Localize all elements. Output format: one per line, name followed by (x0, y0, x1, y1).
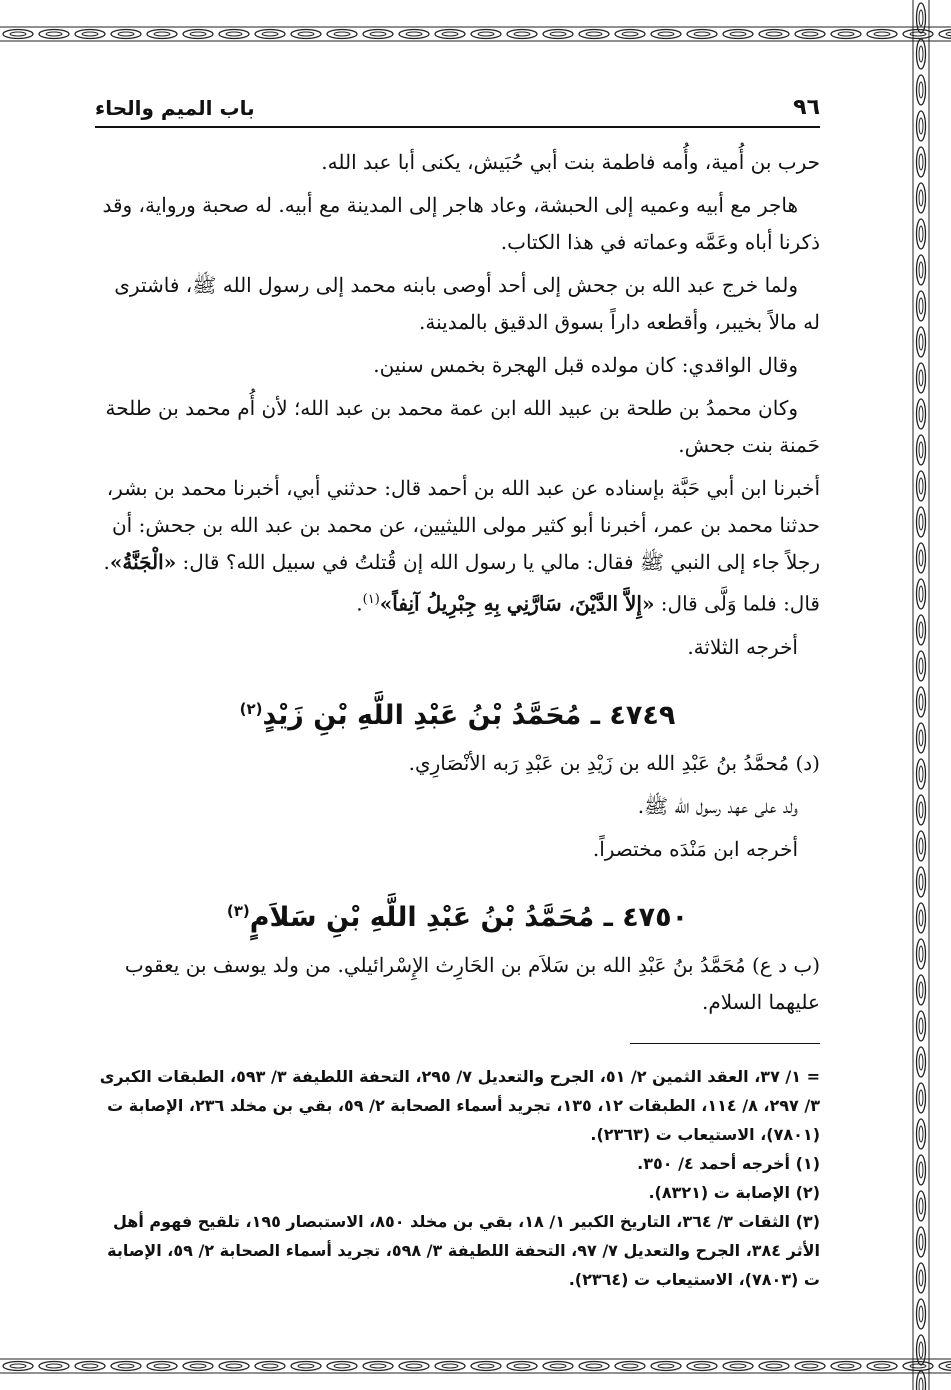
footnote-ref-1: (١) (362, 592, 380, 607)
running-header (95, 90, 820, 128)
footnote-continued: = ١/ ٣٧، العقد الثمين ٢/ ٥١، الجرح والتعديل ٧/ ٢٩٥، التحفة اللطيفة ٣/ ٥٩٣، الطبقات الكبرى ٣/ ٢٩٧، ٨/ ١١٤، الطبقات ١٢، ١٣٥، تجريد أسماء الصحابة ٢/ ٥٩، بقي بن مخلد ٢٣٦، الإصابة ت (٧٨٠١)، الاستيعاب ت (٢٣٦٣). (99, 1066, 820, 1144)
top-border-ornament (0, 20, 951, 48)
footnote-ref-2: (٢) (239, 699, 263, 718)
bottom-border-ornament (0, 1352, 951, 1380)
footnote-3: (٣) الثقات ٣/ ٣٦٤، التاريخ الكبير ١/ ١٨، بقي بن مخلد ٨٥٠، الاستبصار ١٩٥، تلقيح فهوم أهل الأثر ٣٨٤، الجرح والتعديل ٧/ ٩٧، التحفة اللطيفة ٣/ ٥٩٨، تجريد أسماء الصحابة ٢/ ٥٩، الإصابة ت (٧٨٠٣)، الاستيعاب ت (٢٣٦٤). (107, 1211, 820, 1289)
book-page (95, 90, 820, 1294)
entry-4750-name: (ب د ع) مُحَمَّدُ بنُ عَبْدِ الله بن سَلاَم بن الحَارِث الإِسْرائيلي. من ولد يوسف بن يعقوب عليهما السلام. (124, 952, 820, 1014)
entry-heading-4750 (95, 886, 820, 943)
footnote-2: (٢) الإصابة ت (٨٣٢١). (648, 1182, 820, 1202)
chapter-title: باب الميم والحاء (95, 96, 255, 120)
entry-4749-name: (د) مُحمَّدُ بنُ عَبْدِ الله بن زَيْدِ بن عَبْدِ رَبه الأنْصَارِي. (408, 750, 820, 775)
entry-4749-birth: ولد على عهد رسول الله ﷺ. (637, 793, 798, 818)
entry-4749-source: أخرجه ابن مَنْدَه مختصراً. (592, 836, 798, 861)
main-text (95, 144, 820, 1021)
hadith-chain: أخبرنا ابن أبي حَبَّة بإسناده عن عبد الله بن أحمد قال: حدثني أبي، أخبرنا محمد بن بشر، حدثنا محمد بن عمر، أخبرنا أبو كثير مولى الليثيين، عن محمد بن عبد الله بن جحش: أن رجلاً جاء إلى النبي ﷺ فقال: مالي يا رسول الله إن قُتلتُ في سبيل الله؟ قال: (106, 476, 820, 574)
hadith-quote-jannah: «الْجَنَّةُ» (109, 550, 177, 574)
footnotes (95, 1062, 820, 1294)
paragraph-lineage: حرب بن أُمية، وأُمه فاطمة بنت أبي حُبَيش، يكنى أبا عبد الله. (321, 150, 820, 174)
hadith-end: . (356, 591, 363, 616)
hadith-middle: . قال: فلما وَلَّى قال: (103, 550, 820, 616)
paragraph-will: ولما خرج عبد الله بن جحش إلى أحد أوصى بابنه محمد إلى رسول الله ﷺ، فاشترى له مالاً بخيبر، وأقطعه داراً بسوق الدقيق بالمدينة. (114, 273, 820, 334)
paragraph-relation: وكان محمدُ بن طلحة بن عبيد الله ابن عمة محمد بن عبد الله؛ لأن أُم محمد بن طلحة حَمنة بنت جحش. (105, 396, 820, 457)
entry-heading-text: ٤٧٤٩ ـ مُحَمَّدُ بْنُ عَبْدِ اللَّهِ بْنِ زَيْدٍ (262, 699, 676, 731)
right-border-ornament (910, 0, 932, 1390)
hadith-quote-debt: «إِلاَّ الدَّيْنَ، سَارَّنِي بِهِ جِبْرِيلُ آنِفاً» (379, 591, 655, 616)
paragraph-waqidi: وقال الواقدي: كان مولده قبل الهجرة بخمس سنين. (373, 353, 798, 377)
paragraph-migration: هاجر مع أبيه وعميه إلى الحبشة، وعاد هاجر إلى المدينة مع أبيه. له صحبة ورواية، وقد ذكرنا أباه وعَمَّه وعماته في هذا الكتاب. (102, 193, 820, 254)
footnote-ref-3: (٣) (226, 901, 250, 920)
entry-heading-text: ٤٧٥٠ ـ مُحَمَّدُ بْنُ عَبْدِ اللَّهِ بْنِ سَلاَمٍ (249, 901, 689, 933)
footnote-1: (١) أخرجه أحمد ٤/ ٣٥٠. (637, 1153, 820, 1173)
footnote-separator (630, 1043, 820, 1044)
entry-heading-4749 (95, 684, 820, 741)
page-number: ٩٦ (793, 95, 820, 120)
paragraph-narrated-by: أخرجه الثلاثة. (687, 634, 798, 659)
paragraph-hadith (95, 470, 820, 623)
